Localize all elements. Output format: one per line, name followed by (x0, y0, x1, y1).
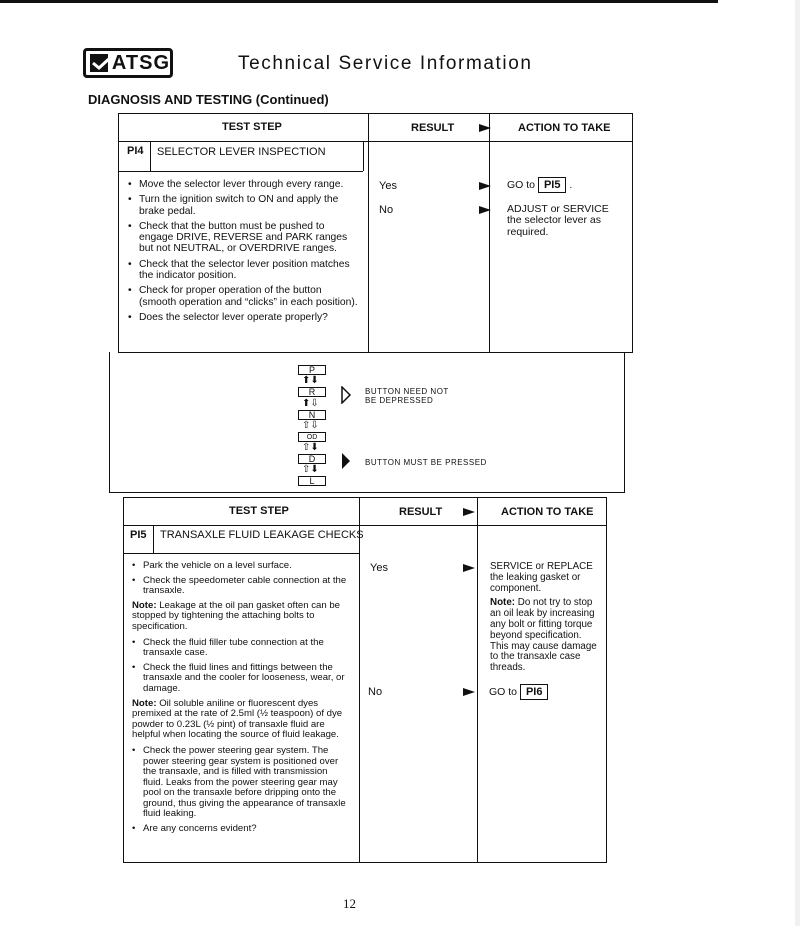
result-arrow-icon (463, 508, 475, 516)
note-label: Note: (490, 597, 516, 609)
step-id: PI5 (130, 529, 147, 541)
action-yes (507, 177, 572, 193)
note (132, 699, 349, 741)
action-prefix: GO to (507, 179, 536, 191)
position-n: N (298, 410, 326, 420)
position-l: L (298, 476, 326, 486)
action-no (489, 684, 548, 700)
step-title-underline (118, 171, 363, 172)
action-suffix: . (569, 179, 573, 191)
scan-edge (795, 0, 800, 926)
column-divider (359, 497, 360, 863)
arrows-open-solid-icon: ⇧⬇ (302, 464, 319, 475)
list-item: • Does the selector lever operate properly? (128, 312, 358, 323)
top-rule (0, 0, 718, 3)
step-id-divider (153, 525, 154, 553)
diagram-left-edge (109, 352, 110, 487)
col-result: RESULT (399, 506, 443, 518)
step-body (128, 179, 358, 327)
result-arrow-icon (479, 206, 491, 214)
note-text: Leakage at the oil pan gasket often can be stopped by tightening the attaching bolts to specification. (132, 599, 341, 632)
header-divider (118, 141, 633, 142)
goto-step-ref: PI5 (538, 177, 567, 193)
solid-arrow-icon (340, 452, 352, 470)
col-action: ACTION TO TAKE (518, 122, 611, 134)
position-p: P (298, 365, 326, 375)
col-action: ACTION TO TAKE (501, 506, 594, 518)
page-title: Technical Service Information (238, 53, 533, 74)
result-no: No (379, 204, 394, 216)
label-pressed: BUTTON MUST BE PRESSED (365, 458, 487, 467)
step-id-divider (150, 141, 151, 171)
list-item: • Check the power steering gear system. The power steering gear system is positioned over the transaxle, and is filled with transmission fluid. Leaks from the power steering gear may pool on the transaxle before dripping onto the ground, thus giving the appearance of transaxle fluid leaking. (132, 746, 349, 820)
note-label: Note: (132, 697, 157, 709)
arrows-open-icon: ⇧⇩ (302, 420, 319, 431)
col-test-step: TEST STEP (229, 505, 289, 517)
action-no: ADJUST or SERVICE the selector lever as required. (507, 203, 609, 238)
selector-diagram (109, 352, 625, 493)
list-item: • Check the fluid lines and fittings between the transaxle and the cooler for looseness, wear, or damage. (132, 663, 349, 695)
list-item: • Turn the ignition switch to ON and apply the brake pedal. (128, 194, 358, 217)
arrows-solid-icon: ⬆⬇ (302, 375, 319, 386)
step-title-right (363, 141, 364, 171)
column-divider (368, 113, 369, 353)
step-body (132, 561, 349, 839)
step-title-underline (123, 553, 359, 554)
column-divider (489, 113, 490, 353)
action-note (490, 598, 600, 674)
arrows-open-solid-icon: ⇧⬇ (302, 442, 319, 453)
logo-text: ATSG (111, 51, 170, 74)
action-text: SERVICE or REPLACE the leaking gasket or component. (490, 561, 593, 594)
position-d: D (298, 454, 326, 464)
list-item: • Move the selector lever through every range. (128, 179, 358, 190)
position-r: R (298, 387, 326, 397)
header-divider (123, 525, 607, 526)
step-id: PI4 (127, 145, 144, 157)
list-item: • Are any concerns evident? (132, 824, 349, 835)
atsg-logo (83, 48, 173, 78)
note-text: Do not try to stop an oil leak by increasing any bolt or fitting torque beyond specification. This may cause damage to the transaxle case threads. (490, 597, 597, 674)
section-title: DIAGNOSIS AND TESTING (Continued) (88, 92, 329, 107)
list-item: • Check for proper operation of the button (smooth operation and “clicks” in each position). (128, 285, 358, 308)
result-arrow-icon (463, 564, 475, 572)
note (132, 601, 349, 633)
page-number: 12 (343, 896, 356, 911)
action-yes (490, 562, 600, 674)
step-title: TRANSAXLE FLUID LEAKAGE CHECKS (160, 529, 364, 541)
checkmark-icon (90, 54, 108, 72)
list-item: • Check that the selector lever position matches the indicator position. (128, 259, 358, 282)
result-arrow-icon (463, 688, 475, 696)
open-arrow-icon (340, 386, 352, 404)
label-not-depressed: BUTTON NEED NOT BE DEPRESSED (365, 387, 449, 405)
step-title: SELECTOR LEVER INSPECTION (157, 146, 326, 158)
note-text: Oil soluble aniline or fluorescent dyes premixed at the rate of 2.5ml (½ teaspoon) of dye powder to 0.23L (½ pint) of transaxle fluid are helpful when locating the source of fluid leakage. (132, 697, 343, 741)
result-arrow-icon (479, 124, 491, 132)
position-od: OD (298, 432, 326, 442)
col-result: RESULT (411, 122, 455, 134)
list-item: • Park the vehicle on a level surface. (132, 561, 349, 572)
col-test-step: TEST STEP (222, 121, 282, 133)
list-item: • Check the fluid filler tube connection at the transaxle case. (132, 638, 349, 659)
list-item: • Check the speedometer cable connection at the transaxle. (132, 576, 349, 597)
arrows-mixed-icon: ⬆⇩ (302, 398, 319, 409)
result-yes: Yes (370, 562, 388, 574)
note-label: Note: (132, 599, 157, 611)
action-prefix: GO to (489, 686, 518, 698)
result-yes: Yes (379, 180, 397, 192)
result-arrow-icon (479, 182, 491, 190)
result-no: No (368, 686, 383, 698)
column-divider (477, 497, 478, 863)
goto-step-ref: PI6 (520, 684, 549, 700)
list-item: • Check that the button must be pushed to engage DRIVE, REVERSE and PARK ranges but not NEUTRAL, or OVERDRIVE ranges. (128, 221, 358, 255)
